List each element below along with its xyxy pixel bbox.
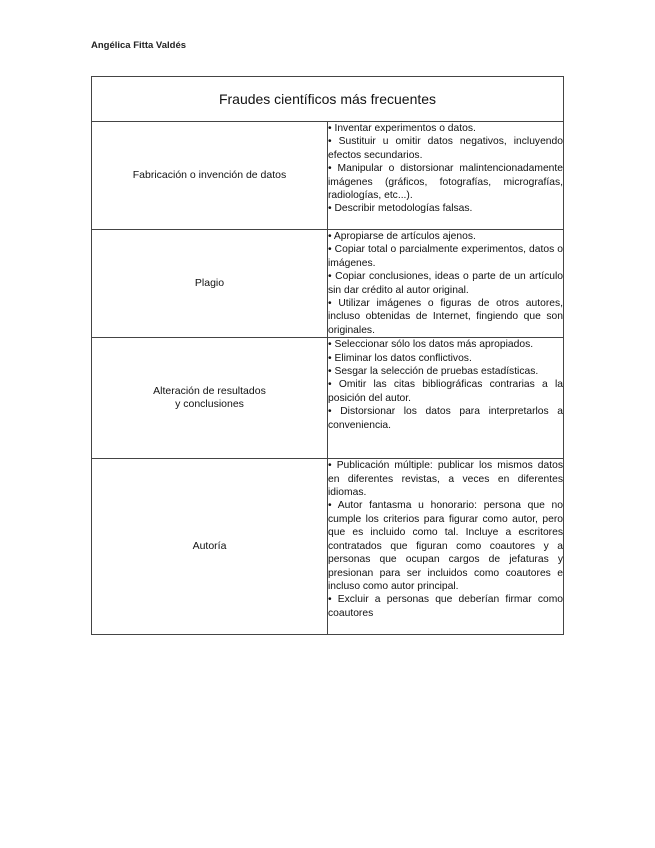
table-title: Fraudes científicos más frecuentes <box>92 77 564 122</box>
category-line: Alteración de resultados <box>153 385 266 398</box>
description-cell <box>328 459 564 635</box>
category-cell: Fabricación o invención de datos <box>92 122 328 230</box>
category-line: y conclusiones <box>175 398 244 411</box>
list-item: • Distorsionar los datos para interpretarlos a conveniencia. <box>328 406 563 431</box>
list-item: • Inventar experimentos o datos. <box>328 123 476 134</box>
category-cell <box>92 338 328 459</box>
list-item: • Eliminar los datos conflictivos. <box>328 352 472 364</box>
fraud-table <box>91 76 564 635</box>
list-item: • Autor fantasma u honorario: persona que no cumple los criterios para figurar como autor, pero que es incluido como tal. Incluye a escritores contratados que figuran como coautores y a personas que ocupan cargos de jefaturas y presionan para ser incluidos como coautores e incluso como autor principal. <box>328 500 563 592</box>
list-item: • Omitir las citas bibliográficas contrarias a la posición del autor. <box>328 379 563 404</box>
list-item: • Copiar total o parcialmente experimentos, datos o imágenes. <box>328 244 563 269</box>
list-item: • Seleccionar sólo los datos más apropiados. <box>328 339 534 351</box>
list-item: • Copiar conclusiones, ideas o parte de un artículo sin dar crédito al autor original. <box>328 271 563 296</box>
description-cell <box>328 338 564 459</box>
category-cell: Plagio <box>92 230 328 338</box>
table-row <box>92 459 564 635</box>
description-cell <box>328 122 564 230</box>
page-header-author: Angélica Fitta Valdés <box>91 40 187 51</box>
table-row <box>92 230 564 338</box>
list-item: • Manipular o distorsionar malintencionadamente imágenes (gráficos, fotografías, micrografías, radiologías, etc...). <box>328 163 563 202</box>
list-item: • Apropiarse de artículos ajenos. <box>328 231 476 242</box>
list-item: • Publicación múltiple: publicar los mismos datos en diferentes revistas, a veces en diferentes idiomas. <box>328 460 563 499</box>
table-row <box>92 122 564 230</box>
table-title-row <box>92 77 564 122</box>
list-item: • Sustituir u omitir datos negativos, incluyendo efectos secundarios. <box>328 136 563 161</box>
table-row <box>92 338 564 459</box>
list-item: • Describir metodologías falsas. <box>328 203 473 215</box>
list-item: • Excluir a personas que deberían firmar como coautores <box>328 594 563 619</box>
list-item: • Utilizar imágenes o figuras de otros autores, incluso obtenidas de Internet, fingiendo que son originales. <box>328 298 563 336</box>
description-cell <box>328 230 564 338</box>
list-item: • Sesgar la selección de pruebas estadísticas. <box>328 366 539 378</box>
category-cell: Autoría <box>92 459 328 635</box>
